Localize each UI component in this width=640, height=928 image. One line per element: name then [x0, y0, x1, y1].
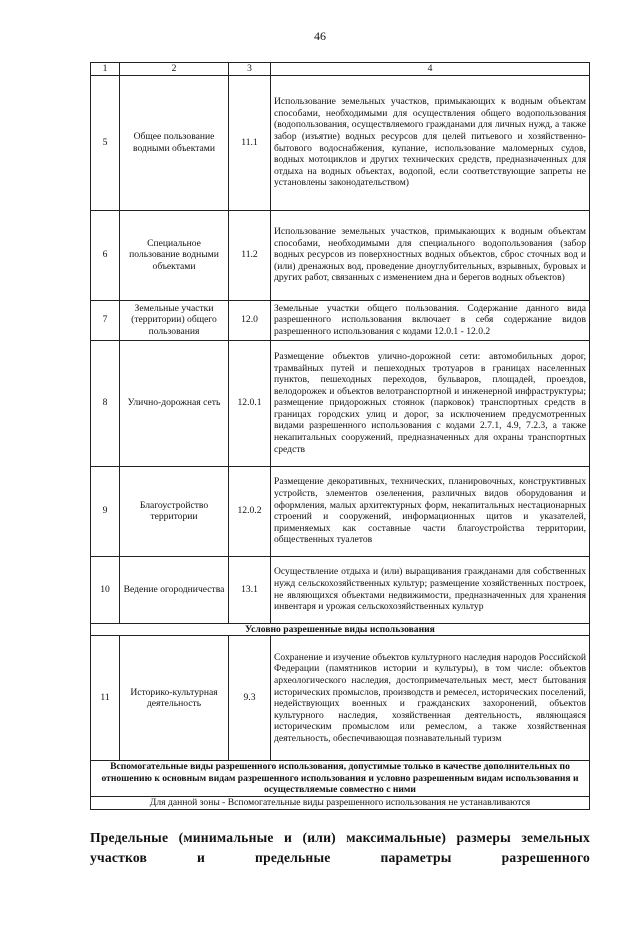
row-number: 9 [91, 466, 120, 556]
auxiliary-note-row [91, 796, 590, 809]
row-number: 8 [91, 340, 120, 466]
row-number: 10 [91, 556, 120, 623]
section-heading-text: Предельные (минимальные и (или) максимальные) размеры земельных участков и предельные параметры разрешенного [90, 830, 590, 865]
auxiliary-uses-note: Для данной зоны - Вспомогательные виды разрешенного использования не устанавливаются [91, 796, 590, 809]
section-header-row [91, 623, 590, 636]
table-row [91, 636, 590, 761]
use-description: Размещение объектов улично-дорожной сети: автомобильных дорог, трамвайных путей и пешеходных тротуаров в границах населенных пунктов, пешеходных переходов, бульваров, площадей, проездов, велодорожек и объектов велотранспортной и инженерной инфраструктуры; размещение придорожных стоянок (парковок) транспортных средств в границах городских улиц и дорог, за исключением предусмотренных видами разрешенного использования с кодами 2.7.1, 4.9, 7.2.3, а также некапитальных сооружений, предназначенных для охраны транспортных средств [271, 340, 590, 466]
use-name: Историко-культурная деятельность [120, 636, 229, 761]
table-row [91, 300, 590, 340]
use-code: 11.1 [229, 75, 271, 210]
conditional-uses-title: Условно разрешенные виды использования [91, 623, 590, 636]
use-code: 12.0 [229, 300, 271, 340]
header-col-3: 3 [229, 63, 271, 76]
auxiliary-uses-row [91, 761, 590, 797]
table-row [91, 340, 590, 466]
use-description: Осуществление отдыха и (или) выращивания гражданами для собственных нужд сельскохозяйственных культур; размещение хозяйственных построек, не являющихся объектами недвижимости, предназначенных для хранения инвентаря и урожая сельскохозяйственных культур [271, 556, 590, 623]
use-name: Улично-дорожная сеть [120, 340, 229, 466]
use-name: Ведение огородничества [120, 556, 229, 623]
auxiliary-uses-title: Вспомогательные виды разрешенного использования, допустимые только в качестве дополнительных по отношению к основным видам разрешенного использования и условно разрешенным видам использования и осуществляемые совместно с ними [91, 761, 590, 797]
table-row [91, 556, 590, 623]
header-col-2: 2 [120, 63, 229, 76]
header-col-4: 4 [271, 63, 590, 76]
table-row [91, 210, 590, 300]
use-code: 12.0.2 [229, 466, 271, 556]
use-description: Использование земельных участков, примыкающих к водным объектам способами, необходимыми для специального водопользования (забор водных ресурсов из поверхностных водных объектов, сброс сточных вод и (или) дренажных вод, проведение дноуглубительных, взрывных, буровых и других работ, связанных с изменением дна и берегов водных объектов) [271, 210, 590, 300]
use-code: 12.0.1 [229, 340, 271, 466]
use-code: 13.1 [229, 556, 271, 623]
table-row [91, 466, 590, 556]
row-number: 5 [91, 75, 120, 210]
page-number: 46 [314, 29, 326, 43]
land-use-table [90, 62, 590, 810]
use-description: Сохранение и изучение объектов культурного наследия народов Российской Федерации (памятников истории и культуры), в том числе: объектов археологического наследия, достопримечательных мест, мест бытования исторических промыслов, производств и ремесел, исторических поселений, недействующих военных и гражданских захоронений, объектов культурного наследия, хозяйственная деятельность, являющаяся историческим промыслом или ремеслом, а также хозяйственная деятельность, обеспечивающая познавательный туризм [271, 636, 590, 761]
use-description: Земельные участки общего пользования. Содержание данного вида разрешенного использования включает в себя содержание видов разрешенного использования с кодами 12.0.1 - 12.0.2 [271, 300, 590, 340]
header-col-1: 1 [91, 63, 120, 76]
use-name: Специальное пользование водными объектами [120, 210, 229, 300]
use-description: Использование земельных участков, примыкающих к водным объектам способами, необходимыми для осуществления общего водопользования (водопользования, осуществляемого гражданами для личных нужд, а также забор (изъятие) водных ресурсов для целей питьевого и хозяйственно-бытового водоснабжения, купание, использование маломерных судов, водных мотоциклов и других технических средств, предназначенных для отдыха на водных объектах, водопой, если соответствующие запреты не установлены законодательством) [271, 75, 590, 210]
row-number: 7 [91, 300, 120, 340]
use-name: Земельные участки (территории) общего пользования [120, 300, 229, 340]
row-number: 11 [91, 636, 120, 761]
use-code: 11.2 [229, 210, 271, 300]
use-code: 9.3 [229, 636, 271, 761]
use-name: Общее пользование водными объектами [120, 75, 229, 210]
table-header-row [91, 63, 590, 76]
row-number: 6 [91, 210, 120, 300]
use-name: Благоустройство территории [120, 466, 229, 556]
table-row [91, 75, 590, 210]
use-description: Размещение декоративных, технических, планировочных, конструктивных устройств, элементов озеленения, различных видов оборудования и оформления, малых архитектурных форм, некапитальных нестационарных строений и сооружений, информационных щитов и указателей, применяемых как составные части благоустройства территории, общественных туалетов [271, 466, 590, 556]
